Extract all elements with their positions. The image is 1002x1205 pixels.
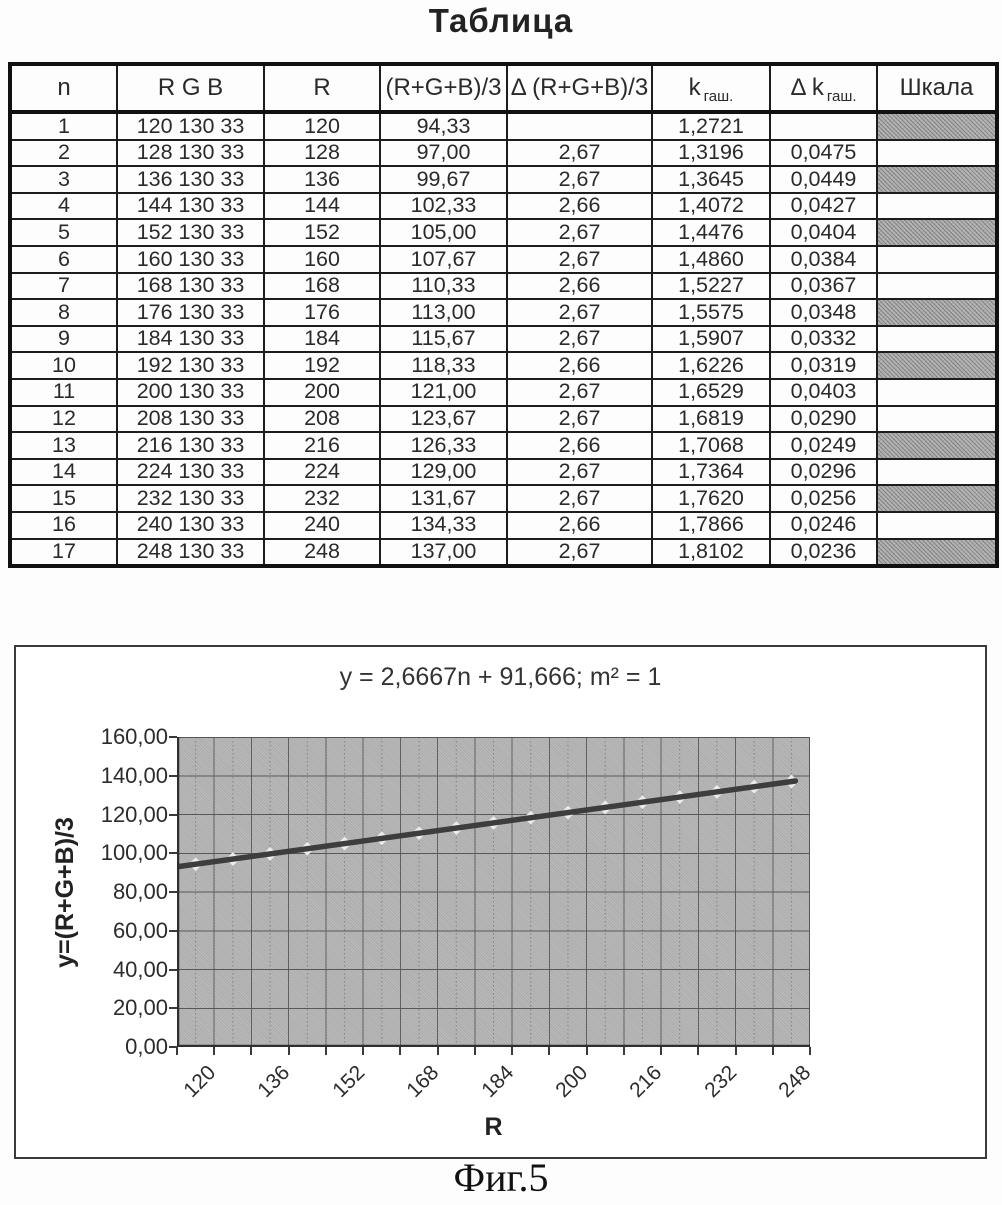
cell-n: 17: [10, 539, 117, 567]
x-axis-title: R: [484, 1113, 503, 1141]
cell-rgb: 184 130 33: [117, 326, 264, 353]
cell-avg: 123,67: [380, 406, 507, 433]
cell-avg: 126,33: [380, 432, 507, 459]
x-tick-label: 232: [700, 1061, 742, 1103]
cell-r: 168: [264, 273, 380, 300]
cell-k: 1,4860: [652, 246, 770, 273]
chart-frame: [14, 645, 987, 1159]
x-tick-mark: [399, 1047, 401, 1055]
cell-delta-avg: 2,67: [507, 326, 652, 353]
cell-rgb: 144 130 33: [117, 193, 264, 220]
cell-avg: 121,00: [380, 379, 507, 406]
data-table: [8, 62, 999, 568]
x-tick-label: 248: [774, 1061, 816, 1103]
cell-n: 14: [10, 459, 117, 486]
table-row: [10, 485, 997, 512]
table-row: [10, 112, 997, 140]
cell-k: 1,4072: [652, 193, 770, 220]
col-header-n: n: [10, 64, 117, 112]
cell-rgb: 120 130 33: [117, 112, 264, 140]
col-header-delta-avg: Δ (R+G+B)/3: [507, 64, 652, 112]
cell-delta-avg: 2,67: [507, 406, 652, 433]
table-title: Таблица: [428, 2, 574, 39]
cell-r: 200: [264, 379, 380, 406]
cell-k: 1,5575: [652, 299, 770, 326]
table-row: [10, 432, 997, 459]
cell-delta-avg: 2,66: [507, 273, 652, 300]
y-tick-mark: [169, 736, 177, 738]
col-header-delta-k: Δ k $_{гаш.}$: [770, 64, 877, 112]
y-tick-label: 140,00: [100, 762, 168, 788]
cell-r: 240: [264, 512, 380, 539]
y-tick-mark: [169, 930, 177, 932]
scale-swatch-cell: [877, 485, 997, 512]
cell-delta-k: 0,0475: [770, 140, 877, 167]
col-header-r: R: [264, 64, 380, 112]
scale-swatch-cell: [877, 140, 997, 167]
scale-swatch-cell: [877, 352, 997, 379]
cell-rgb: 200 130 33: [117, 379, 264, 406]
cell-r: 144: [264, 193, 380, 220]
cell-avg: 99,67: [380, 166, 507, 193]
col-header-scale: Шкала: [877, 64, 997, 112]
x-tick-mark: [660, 1047, 662, 1055]
cell-n: 5: [10, 219, 117, 246]
scale-swatch-cell: [877, 299, 997, 326]
cell-delta-avg: 2,67: [507, 219, 652, 246]
cell-k: 1,7620: [652, 485, 770, 512]
cell-delta-k: 0,0249: [770, 432, 877, 459]
table-row: [10, 539, 997, 567]
scale-swatch-cell: [877, 112, 997, 140]
cell-n: 4: [10, 193, 117, 220]
cell-avg: 129,00: [380, 459, 507, 486]
cell-k: 1,6226: [652, 352, 770, 379]
cell-delta-k: 0,0403: [770, 379, 877, 406]
cell-r: 136: [264, 166, 380, 193]
table-row: [10, 326, 997, 353]
y-tick-mark: [169, 814, 177, 816]
cell-r: 160: [264, 246, 380, 273]
x-tick-mark: [586, 1047, 588, 1055]
cell-rgb: 192 130 33: [117, 352, 264, 379]
table-row: [10, 193, 997, 220]
cell-n: 3: [10, 166, 117, 193]
col-header-rgb: R G B: [117, 64, 264, 112]
x-tick-mark: [735, 1047, 737, 1055]
x-tick-mark: [511, 1047, 513, 1055]
table-row: [10, 140, 997, 167]
cell-rgb: 160 130 33: [117, 246, 264, 273]
y-tick-label: 40,00: [112, 956, 168, 982]
x-tick-label: 136: [253, 1061, 295, 1103]
cell-avg: 102,33: [380, 193, 507, 220]
cell-delta-k: 0,0449: [770, 166, 877, 193]
cell-delta-k: 0,0427: [770, 193, 877, 220]
cell-n: 16: [10, 512, 117, 539]
cell-delta-avg: 2,66: [507, 352, 652, 379]
cell-r: 120: [264, 112, 380, 140]
x-tick-mark: [213, 1047, 215, 1055]
cell-r: 216: [264, 432, 380, 459]
x-tick-label: 168: [402, 1061, 444, 1103]
cell-n: 2: [10, 140, 117, 167]
cell-avg: 107,67: [380, 246, 507, 273]
cell-rgb: 136 130 33: [117, 166, 264, 193]
cell-delta-k: 0,0348: [770, 299, 877, 326]
cell-k: 1,7866: [652, 512, 770, 539]
cell-k: 1,6529: [652, 379, 770, 406]
cell-rgb: 240 130 33: [117, 512, 264, 539]
scale-swatch-cell: [877, 326, 997, 353]
x-tick-mark: [809, 1047, 811, 1055]
cell-rgb: 176 130 33: [117, 299, 264, 326]
cell-avg: 110,33: [380, 273, 507, 300]
x-tick-mark: [697, 1047, 699, 1055]
y-tick-label: 160,00: [100, 724, 168, 749]
scale-swatch-cell: [877, 273, 997, 300]
cell-rgb: 232 130 33: [117, 485, 264, 512]
x-tick-label: 152: [327, 1061, 369, 1103]
table-row: [10, 379, 997, 406]
cell-rgb: 168 130 33: [117, 273, 264, 300]
y-tick-label: 80,00: [112, 879, 168, 904]
cell-rgb: 152 130 33: [117, 219, 264, 246]
cell-r: 224: [264, 459, 380, 486]
cell-r: 192: [264, 352, 380, 379]
scale-swatch-cell: [877, 459, 997, 486]
cell-r: 184: [264, 326, 380, 353]
k-subscript: гаш.: [703, 88, 734, 105]
x-tick-label: 184: [476, 1061, 518, 1103]
y-axis-title: y=(R+G+B)/3: [50, 816, 79, 968]
table-header-row: [10, 64, 997, 112]
x-tick-label: 200: [551, 1061, 593, 1103]
scale-swatch-cell: [877, 379, 997, 406]
cell-k: 1,5227: [652, 273, 770, 300]
cell-r: 208: [264, 406, 380, 433]
scale-swatch-cell: [877, 193, 997, 220]
cell-avg: 94,33: [380, 112, 507, 140]
cell-avg: 131,67: [380, 485, 507, 512]
cell-n: 8: [10, 299, 117, 326]
x-tick-label: 216: [625, 1061, 667, 1103]
cell-rgb: 208 130 33: [117, 406, 264, 433]
cell-avg: 113,00: [380, 299, 507, 326]
cell-rgb: 216 130 33: [117, 432, 264, 459]
cell-r: 176: [264, 299, 380, 326]
cell-r: 248: [264, 539, 380, 567]
cell-k: 1,7364: [652, 459, 770, 486]
cell-rgb: 248 130 33: [117, 539, 264, 567]
y-tick-label: 60,00: [112, 917, 168, 943]
x-tick-mark: [362, 1047, 364, 1055]
cell-delta-avg: 2,67: [507, 166, 652, 193]
table-row: [10, 352, 997, 379]
cell-k: 1,8102: [652, 539, 770, 567]
cell-k: 1,3645: [652, 166, 770, 193]
cell-n: 9: [10, 326, 117, 353]
y-tick-label: 120,00: [100, 801, 168, 827]
table-row: [10, 219, 997, 246]
data-table-container: [8, 62, 995, 568]
cell-avg: 105,00: [380, 219, 507, 246]
cell-delta-k: 0,0404: [770, 219, 877, 246]
cell-delta-k: 0,0319: [770, 352, 877, 379]
cell-k: 1,7068: [652, 432, 770, 459]
x-tick-label: 120: [178, 1061, 220, 1103]
x-tick-mark: [250, 1047, 252, 1055]
chart-title: y = 2,6667n + 91,666; m² = 1: [339, 663, 662, 691]
cell-k: 1,4476: [652, 219, 770, 246]
scale-swatch-cell: [877, 512, 997, 539]
cell-delta-avg: 2,67: [507, 299, 652, 326]
scale-swatch-cell: [877, 539, 997, 567]
y-tick-label: 0,00: [125, 1034, 168, 1059]
plot-area: [177, 737, 810, 1047]
x-tick-mark: [176, 1047, 178, 1055]
cell-k: 1,6819: [652, 406, 770, 433]
table-row: [10, 459, 997, 486]
x-tick-mark: [288, 1047, 290, 1055]
cell-k: 1,3196: [652, 140, 770, 167]
delta-k-subscript: гаш.: [826, 88, 857, 105]
cell-avg: 97,00: [380, 140, 507, 167]
cell-r: 232: [264, 485, 380, 512]
cell-delta-avg: 2,66: [507, 512, 652, 539]
x-tick-mark: [623, 1047, 625, 1055]
x-tick-mark: [548, 1047, 550, 1055]
cell-n: 13: [10, 432, 117, 459]
cell-delta-k: 0,0384: [770, 246, 877, 273]
cell-n: 10: [10, 352, 117, 379]
scale-swatch-cell: [877, 246, 997, 273]
cell-delta-k: 0,0332: [770, 326, 877, 353]
cell-delta-avg: 2,67: [507, 246, 652, 273]
cell-k: 1,2721: [652, 112, 770, 140]
figure-caption: Фиг.5: [453, 1155, 549, 1200]
cell-n: 1: [10, 112, 117, 140]
cell-delta-k: 0,0246: [770, 512, 877, 539]
scale-swatch-cell: [877, 166, 997, 193]
cell-avg: 137,00: [380, 539, 507, 567]
y-tick-mark: [169, 852, 177, 854]
x-tick-mark: [325, 1047, 327, 1055]
col-header-k: k $_{гаш.}$: [652, 64, 770, 112]
cell-delta-avg: 2,66: [507, 432, 652, 459]
plot-svg: [177, 737, 810, 1047]
y-tick-label: 20,00: [112, 995, 168, 1021]
cell-n: 12: [10, 406, 117, 433]
cell-delta-avg: 2,66: [507, 193, 652, 220]
table-row: [10, 512, 997, 539]
x-tick-mark: [437, 1047, 439, 1055]
cell-k: 1,5907: [652, 326, 770, 353]
cell-delta-k: 0,0367: [770, 273, 877, 300]
cell-delta-avg: 2,67: [507, 459, 652, 486]
y-tick-mark: [169, 1007, 177, 1009]
cell-n: 15: [10, 485, 117, 512]
x-tick-mark: [474, 1047, 476, 1055]
table-row: [10, 166, 997, 193]
cell-delta-k: 0,0296: [770, 459, 877, 486]
cell-delta-avg: 2,67: [507, 140, 652, 167]
scale-swatch-cell: [877, 432, 997, 459]
y-tick-label: 100,00: [100, 840, 168, 866]
col-header-avg: (R+G+B)/3: [380, 64, 507, 112]
cell-n: 6: [10, 246, 117, 273]
cell-n: 7: [10, 273, 117, 300]
cell-delta-avg: 2,67: [507, 485, 652, 512]
x-tick-mark: [772, 1047, 774, 1055]
cell-delta-avg: [507, 112, 652, 140]
y-tick-mark: [169, 775, 177, 777]
cell-delta-k: 0,0290: [770, 406, 877, 433]
cell-avg: 115,67: [380, 326, 507, 353]
cell-avg: 134,33: [380, 512, 507, 539]
table-body: [10, 112, 997, 566]
cell-delta-avg: 2,67: [507, 379, 652, 406]
cell-delta-k: 0,0256: [770, 485, 877, 512]
table-row: [10, 299, 997, 326]
table-row: [10, 406, 997, 433]
cell-r: 128: [264, 140, 380, 167]
scale-swatch-cell: [877, 219, 997, 246]
table-row: [10, 273, 997, 300]
table-row: [10, 246, 997, 273]
y-tick-mark: [169, 891, 177, 893]
cell-delta-avg: 2,67: [507, 539, 652, 567]
y-tick-mark: [169, 969, 177, 971]
cell-delta-k: [770, 112, 877, 140]
cell-n: 11: [10, 379, 117, 406]
cell-avg: 118,33: [380, 352, 507, 379]
scale-swatch-cell: [877, 406, 997, 433]
cell-r: 152: [264, 219, 380, 246]
cell-delta-k: 0,0236: [770, 539, 877, 567]
cell-rgb: 224 130 33: [117, 459, 264, 486]
cell-rgb: 128 130 33: [117, 140, 264, 167]
